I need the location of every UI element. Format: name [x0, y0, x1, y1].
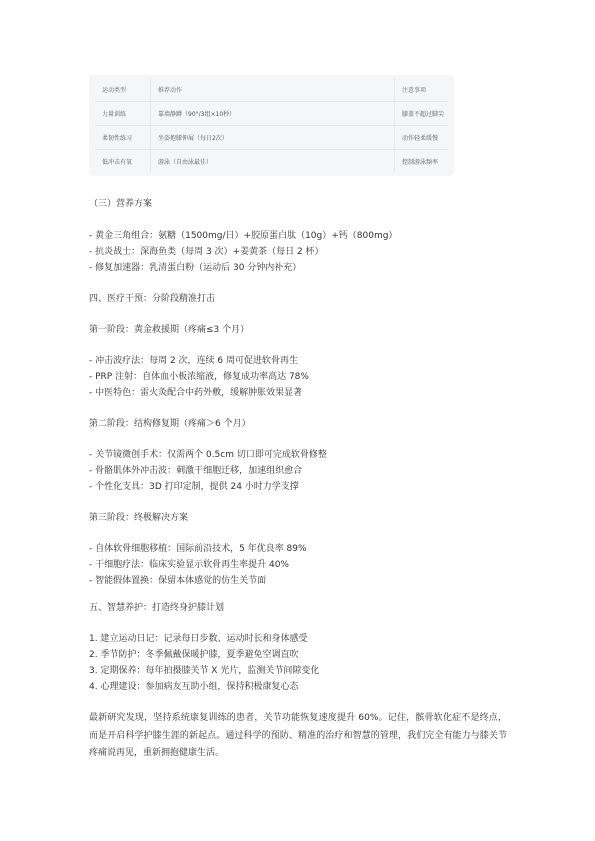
stage1-heading: 第一阶段：黄金救援期（疼痛≤3 个月）: [89, 325, 250, 335]
list-item: 4. 心理建设：参加病友互助小组，保持积极康复心态: [89, 682, 299, 692]
table-header-cell: 运动类型: [95, 78, 151, 102]
list-item: - PRP 注射：自体血小板浓缩液，修复成功率高达 78%: [89, 372, 309, 382]
stage2-heading: 第二阶段：结构修复期（疼痛＞6 个月）: [89, 419, 251, 429]
list-item: 2. 季节防护：冬季佩戴保暖护膝，夏季避免空调直吹: [89, 650, 299, 660]
care-heading: 五、智慧养护：打造终身护膝计划: [89, 603, 225, 613]
table-cell: 动作轻柔缓慢: [395, 126, 449, 150]
list-item: - 骨骼肌体外冲击波：刺激干细胞迁移，加速组织愈合: [89, 466, 303, 476]
list-item: - 修复加速器：乳清蛋白粉（运动后 30 分钟内补充）: [89, 263, 302, 273]
table-cell: 柔韧性练习: [95, 126, 151, 150]
table-row: [95, 150, 448, 174]
list-item: - 中医特色：雷火灸配合中药外敷，缓解肿胀效果显著: [89, 388, 303, 398]
list-item: - 黄金三角组合：氨糖（1500mg/日）+胶原蛋白肽（10g）+钙（800mg）: [89, 231, 398, 241]
table-cell: 靠墙静蹲（90°/3组×10秒）: [151, 102, 395, 126]
table-row: [95, 126, 448, 150]
exercise-table-card: [89, 75, 454, 176]
table-cell: 力量训练: [95, 102, 151, 126]
nutrition-heading: （三）营养方案: [89, 199, 153, 209]
list-item: 1. 建立运动日记：记录每日步数、运动时长和身体感受: [89, 634, 308, 644]
medical-heading: 四、医疗干预：分阶段精准打击: [89, 294, 216, 304]
list-item: - 关节镜微创手术：仅需两个 0.5cm 切口即可完成软骨修整: [89, 450, 327, 460]
stage3-heading: 第三阶段：终极解决方案: [89, 513, 189, 523]
table-header-cell: 注意事项: [395, 78, 449, 102]
table-row: [95, 102, 448, 126]
list-item: - 抗炎战士：深海鱼类（每周 3 次）+姜黄茶（每日 2 杯）: [89, 247, 324, 257]
list-item: - 个性化支具：3D 打印定制，提供 24 小时力学支撑: [89, 482, 299, 492]
table-cell: 游泳（自由泳最佳）: [151, 150, 395, 174]
table-cell: 低冲击有氧: [95, 150, 151, 174]
exercise-table: [95, 78, 448, 173]
list-item: 3. 定期保养：每年拍摄膝关节 X 光片，监测关节间隙变化: [89, 666, 320, 676]
table-cell: 坐姿抱膝伸展（每日2次）: [151, 126, 395, 150]
table-cell: 膝盖不超过脚尖: [395, 102, 449, 126]
table-cell: 控制游泳频率: [402, 159, 439, 166]
table-header-row: [95, 78, 448, 102]
table-header-cell: 推荐动作: [151, 78, 395, 102]
conclusion-paragraph: 最新研究发现，坚持系统康复训练的患者，关节功能恢复速度提升 60%。记住，髌骨软化症不是终点，而是开启科学护膝生涯的新起点。通过科学的预防、精准的治疗和智慧的管理，我们完全有能力与膝关节疼痛说再见，重新拥抱健康生活。: [89, 713, 507, 758]
list-item: - 干细胞疗法：临床实验显示软骨再生率提升 40%: [89, 560, 289, 570]
list-item: - 冲击波疗法：每周 2 次，连续 6 周可促进软骨再生: [89, 356, 299, 366]
list-item: - 自体软骨细胞移植：国际前沿技术，5 年优良率 89%: [89, 544, 307, 554]
list-item: - 智能假体置换：保留本体感觉的仿生关节面: [89, 576, 267, 586]
